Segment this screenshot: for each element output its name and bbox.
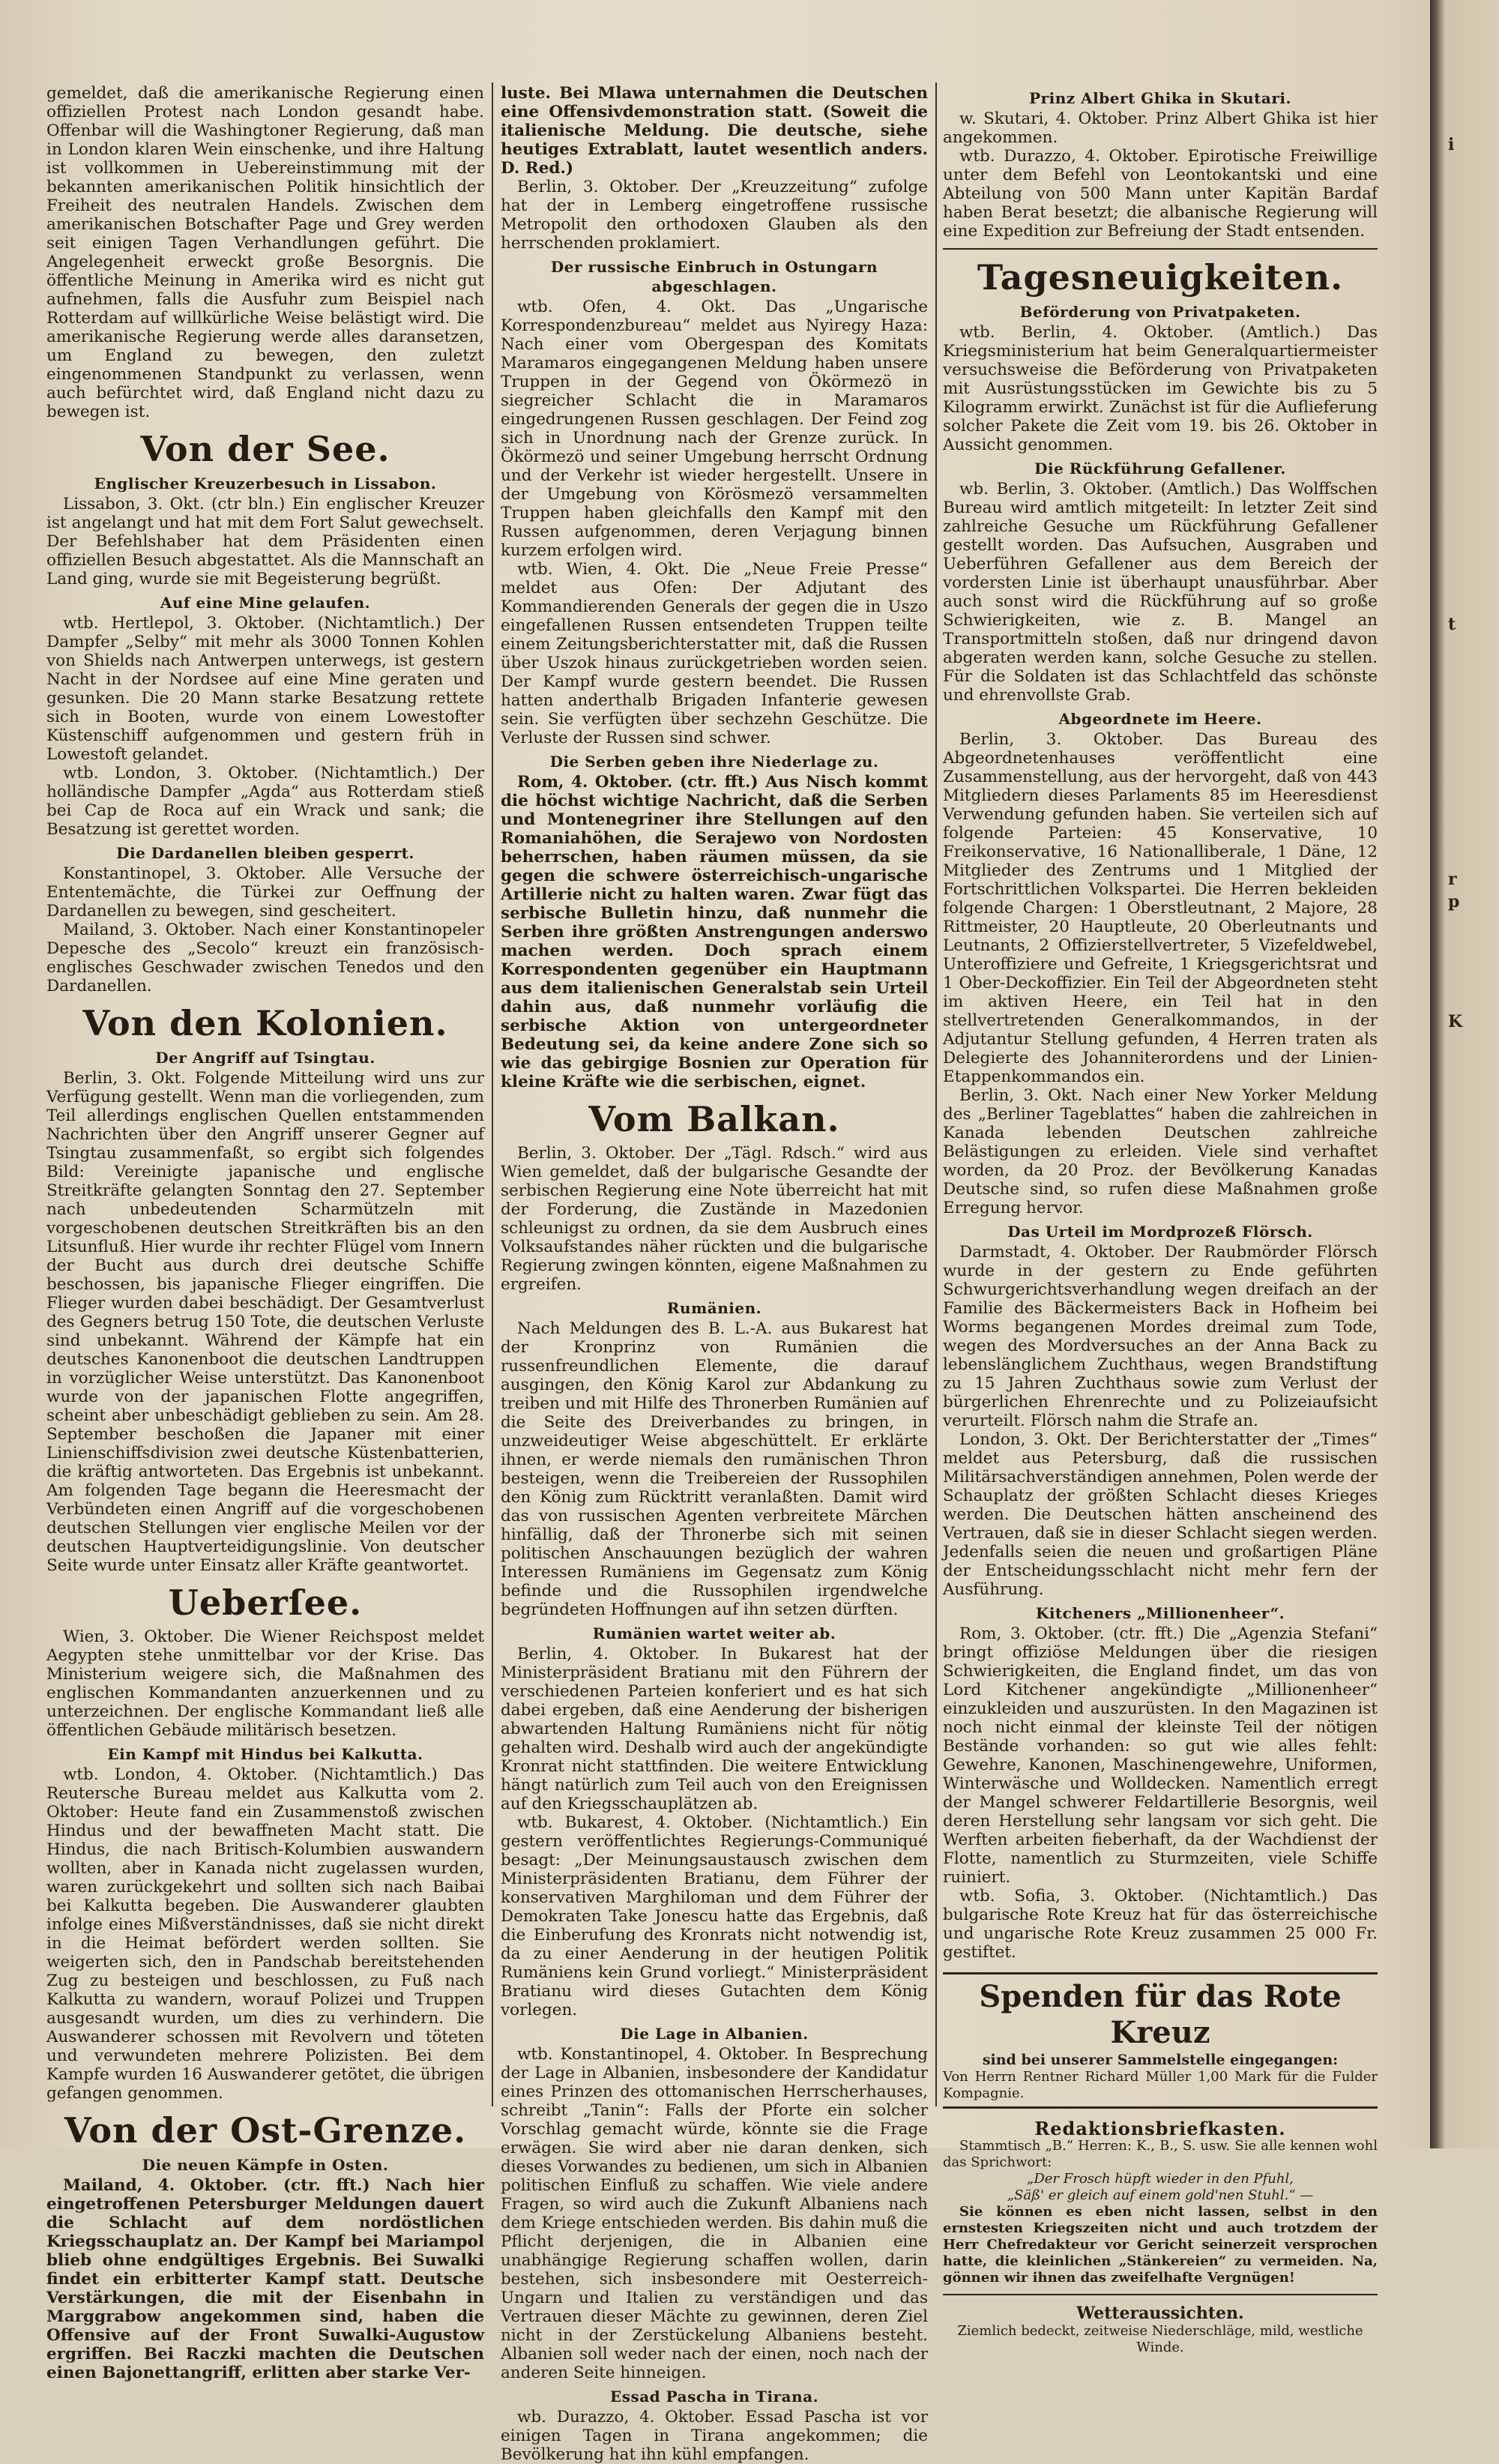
donations-text: Von Herrn Rentner Richard Müller 1,00 Mark für die Fulder Kompagnie. xyxy=(943,2069,1378,2101)
divider xyxy=(943,248,1378,250)
headline: Rumänien wartet weiter ab. xyxy=(592,1624,836,1642)
article-text: Nach Meldungen des B. L.-A. aus Bukarest hat der Kronprinz von Rumänien die russenfreundlichen Elemente, die darauf ausgingen, den König Karol zur Abdankung zu treiben und mit Hilfe des Thronerben Rumänien auf die Seite des Dreiverbandes zu bringen, in unzweideutiger Weise abgeschüttelt. Er erklärte ihnen, er werde niemals den rumänischen Thron besteigen, wenn die Treibereien der Russophilen den König zum Rücktritt veranlaßten. Damit wird das von russischen Agenten verbreitete Märchen hinfällig, daß der Thronerbe sich mit seinen politischen Anschauungen bezüglich der wahren Interessen Rumäniens im Gegensatz zum König befinde und die Russophilen irgendwelche begründeten Hoffnungen auf ihn setzen dürften. xyxy=(501,1319,928,1619)
headline: Die Lage in Albanien. xyxy=(620,2025,809,2043)
letters-box xyxy=(943,2119,1378,2286)
section-title-kolonien: Von den Kolonien. xyxy=(82,1003,448,1043)
weather-text: Ziemlich bedeckt, zeitweise Niederschläge, mild, westliche Winde. xyxy=(957,2323,1363,2355)
article-text: Berlin, 3. Oktober. Der „Kreuzzeitung“ zufolge hat der in Lemberg eingetroffene russische Metropolit den orthodoxen Glauben als den herrschenden proklamiert. xyxy=(501,178,928,253)
column-rule xyxy=(935,82,937,2106)
headline: Prinz Albert Ghika in Skutari. xyxy=(1029,89,1291,107)
article-text: wb. Berlin, 3. Oktober. (Amtlich.) Das Wolffschen Bureau wird amtlich mitgeteilt: In letzter Zeit sind zahlreiche Gesuche um Rückführung Gefallener gestellt worden. Das Aufsuchen, Ausgraben und Ueberführen Gefallener aus dem Bereich der vordersten Linie ist überhaupt unausführbar. Aber auch sonst wird die Rückführung auf so große Schwierigkeiten, wie z. B. Mangel an Transportmitteln stoßen, daß nur dringend davon abgeraten werden kann, solche Gesuche zu stellen. Für die Soldaten ist das Schlachtfeld das schönste und ehrenvollste Grab. xyxy=(943,480,1378,705)
edge-text-fragment: p xyxy=(1448,892,1460,912)
article-text: Rom, 4. Oktober. (ctr. fft.) Aus Nisch kommt die höchst wichtige Nachricht, daß die Serben und Montenegriner ihre Stellungen auf den Romaniahöhen, die Serajewo von Nordosten beherrschen, haben räumen müssen, da sie gegen die schwere österreichisch-ungarische Artillerie nicht zu halten waren. Zwar fügt das serbische Bulletin hinzu, daß nunmehr die Serben ihre größten Anstrengungen anderswo machen werden. Doch sprach einem Korrespondenten gegenüber ein Hauptmann aus dem italienischen Generalstab sein Urteil dahin aus, daß nunmehr vorläufig die serbische Aktion von untergeordneter Bedeutung sei, da keine andere Zone sich so wie das gebirgige Bosnien zur Operation für kleine Kräfte wie die serbischen, eignet. xyxy=(501,773,928,1091)
headline: Die neuen Kämpfe in Osten. xyxy=(142,2156,389,2174)
section-title-see: Von der See. xyxy=(140,429,390,469)
article-text: wtb. Hertlepol, 3. Oktober. (Nichtamtlich.) Der Dampfer „Selby“ mit mehr als 3000 Tonnen Kohlen von Shields nach Antwerpen unterwegs, ist gestern Nacht in der Nordsee auf eine Mine geraten und gesunken. Die 20 Mann starke Besatzung rettete sich in Booten, wurde von einem Lowestofter Küstenschiff aufgenommen und gestern früh in Lowestoft gelandet. xyxy=(46,614,484,764)
article-text: wtb. Ofen, 4. Okt. Das „Ungarische Korrespondenzbureau“ meldet aus Nyiregy Haza: Nach einer vom Obergespan des Komitats Maramaros eingegangenen Meldung haben unsere Truppen in der Gegend von Ökörmezö in siegreicher Schlacht die in Maramaros eingedrungenen Russen geschlagen. Der Feind zog sich in Unordnung nach der Grenze zurück. In Ökörmezö und seiner Umgebung herrscht Ordnung und der Verkehr ist wieder hergestellt. Unsere in der Umgebung von Körösmezö versammelten Truppen haben gleichfalls den Kampf mit den Russen aufgenommen, deren Verjagung binnen kurzem erfolgen wird. xyxy=(501,298,928,560)
article-text: Wien, 3. Oktober. Die Wiener Reichspost meldet Aegypten stehe unmittelbar vor der Krise. Das Ministerium weigere sich, die Maßnahmen des englischen Kommandanten anzuerkennen und zu unterzeichnen. Der englische Kommandant ließ alle öffentlichen Gebäude militärisch besetzen. xyxy=(46,1627,484,1740)
headline: Die Dardanellen bleiben gesperrt. xyxy=(116,844,414,862)
article-text: gemeldet, daß die amerikanische Regierung einen offiziellen Protest nach London gesandt habe. Offenbar will die Washingtoner Regierung, daß man in London klaren Wein einschenke, und ihre Haltung ist vollkommen in Uebereinstimmung mit der bekannten amerikanischen Politik hinsichtlich der Freiheit des neutralen Handels. Zwischen dem amerikanischen Botschafter Page und Grey werden seit einigen Tagen Verhandlungen geführt. Die Angelegenheit erweckt große Besorgnis. Die öffentliche Meinung in Amerika wird es nicht gut aufnehmen, falls die Ausfuhr zum Beispiel nach Rotterdam auf willkürliche Weise belästigt wird. Die amerikanische Regierung werde alles daransetzen, um England zu bewegen, den zuletzt eingenommenen Standpunkt zu verlassen, wenn auch befürchtet wird, daß England nicht dazu zu bewegen ist. xyxy=(46,84,484,421)
headline: Englischer Kreuzerbesuch in Lissabon. xyxy=(94,475,437,493)
headline: Beförderung von Privatpaketen. xyxy=(1019,303,1301,321)
article-text: wtb. Wien, 4. Okt. Die „Neue Freie Presse“ meldet aus Ofen: Der Adjutant des Kommandierenden Generals der gegen die in Uszo eingefallenen Russen entsendeten Truppen teilte einem Zeitungsberichterstatter mit, daß die Russen über Uszok hinaus zurückgetrieben worden seien. Der Kampf wurde gestern beendet. Die Russen hatten anderthalb Brigaden Infanterie gewesen sein. Sie verfügten über sechzehn Geschütze. Die Verluste der Russen sind schwer. xyxy=(501,560,928,747)
column-2 xyxy=(501,84,928,2464)
article-text: Darmstadt, 4. Oktober. Der Raubmörder Flörsch wurde in der gestern zu Ende geführten Schwurgerichtsverhandlung wegen dreifach an der Familie des Bäckermeisters Back in Hofheim bei Worms begangenen Mordes dreimal zum Tode, wegen des Mordversuches an der Anna Back zu lebenslänglichem Zuchthaus, wegen Brandstiftung zu 15 Jahren Zuchthaus sowie zum Verlust der bürgerlichen Ehrenrechte und zu Polizeiaufsicht verurteilt. Flörsch nahm die Strafe an. xyxy=(943,1243,1378,1430)
section-title-tagesneuigkeiten: Tagesneuigkeiten. xyxy=(977,257,1344,298)
article-text: Rom, 3. Oktober. (ctr. fft.) Die „Agenzia Stefani“ bringt offiziöse Meldungen über die riesigen Schwierigkeiten, die England findet, um das von Lord Kitchener angekündigte „Millionenheer“ einzukleiden und auszurüsten. In den Magazinen ist noch nicht einmal der kleinste Teil der nötigen Bestände vorhanden: so gut wie alles fehlt: Gewehre, Kanonen, Maschinengewehre, Uniformen, Winterwäsche und Wolldecken. Namentlich erregt der Mangel schwerer Feldartillerie Besorgnis, weil deren Herstellung sehr langsam vor sich geht. Die Werften arbeiten fieberhaft, da der Wachdienst der Flotte, namentlich zu Sturmzeiten, viele Schiffe ruiniert. xyxy=(943,1624,1378,1887)
article-text: wtb. Sofia, 3. Oktober. (Nichtamtlich.) Das bulgarische Rote Kreuz hat für das österreichische und ungarische Rote Kreuz zusammen 25 000 Fr. gestiftet. xyxy=(943,1887,1378,1962)
headline: Das Urteil im Mordprozeß Flörsch. xyxy=(1007,1223,1313,1241)
column-rule xyxy=(492,82,493,2106)
article-text: wtb. Konstantinopel, 4. Oktober. In Besprechung der Lage in Albanien, insbesondere der Kandidatur eines Prinzen des ottomanischen Herrscherhauses, schreibt „Tanin“: Falls der Pforte ein solcher Vorschlag gemacht würde, könnte sie die Frage erwägen. Sie wird aber nie daran denken, sich dieses Vorwandes zu bedienen, um sich in Albanien politischen Einfluß zu schaffen. Wie viele andere Fragen, so wird auch die Zukunft Albaniens nach dem Kriege entschieden werden. Bis dahin muß die Pflicht derjenigen, die in Albanien eine unabhängige Regierung schaffen wollen, darin bestehen, sich insbesondere mit Oesterreich-Ungarn und Italien zu verständigen und das Vertrauen dieser Mächte zu gewinnen, deren Ziel nicht in der Zerstückelung Albaniens besteht. Albanien soll weder nach der einen, noch nach der anderen Seite hinneigen. xyxy=(501,2045,928,2382)
edge-text-fragment: i xyxy=(1448,135,1455,154)
article-text: Berlin, 3. Oktober. Das Bureau des Abgeordnetenhauses veröffentlicht eine Zusammenstellung, aus der hervorgeht, daß von 443 Mitgliedern dieses Parlaments 85 im Heeresdienst Verwendung gefunden haben. Sie verteilen sich auf folgende Parteien: 45 Konservative, 10 Freikonservative, 16 Nationalliberale, 1 Däne, 12 Mitglieder des Zentrums und 1 Mitglied der Fortschrittlichen Volkspartei. Die Herren bekleiden folgende Chargen: 1 Oberstleutnant, 2 Majore, 28 Rittmeister, 20 Hauptleute, 20 Oberleutnants und Leutnants, 2 Offizierstellvertreter, 5 Vizefeldwebel, Unteroffiziere und Gefreite, 1 Kriegsgerichtsrat und 1 Ober-Deckoffizier. Ein Teil der Abgeordneten steht im aktiven Heere, ein Teil hat in den stellvertretenden Generalkommandos, in der Adjutantur Stellung gefunden, 4 Herren traten als Delegierte des Johanniterordens und der Linien-Etappenkommandos ein. xyxy=(943,730,1378,1086)
headline: Kitcheners „Millionenheer“. xyxy=(1035,1604,1285,1622)
article-text: wtb. London, 3. Oktober. (Nichtamtlich.) Der holländische Dampfer „Agda“ aus Rotterdam stieß bei Cap de Roca auf ein Wrack und sank; die Besatzung ist gerettet worden. xyxy=(46,764,484,839)
article-text: London, 3. Okt. Der Berichterstatter der „Times“ meldet aus Petersburg, daß die russischen Militärsachverständigen annehmen, Polen werde der Schauplatz der größten Schlacht dieses Krieges werden. Die Deutschen hätten anscheinend des Vertrauen, daß sie in dieser Schlacht siegen werden. Jedenfalls seien die neuen und großartigen Pläne der Entscheidungsschlacht nicht mehr fern der Ausführung. xyxy=(943,1430,1378,1599)
column-1 xyxy=(46,84,484,2382)
headline: Auf eine Mine gelaufen. xyxy=(160,594,371,612)
adjacent-page-edge xyxy=(1430,0,1499,2148)
headline: Der russische Einbruch in Ostungarn abgeschlagen. xyxy=(550,258,878,295)
letters-quote: „Säß' er gleich auf einem gold'nen Stuhl.“ — xyxy=(1007,2187,1314,2203)
article-text: w. Skutari, 4. Oktober. Prinz Albert Ghika ist hier angekommen. xyxy=(943,109,1378,147)
article-text: Mailand, 4. Oktober. (ctr. fft.) Nach hier eingetroffenen Petersburger Meldungen dauert die Schlacht auf dem nordöstlichen Kriegsschauplatz an. Der Kampf bei Mariampol blieb ohne endgültiges Ergebnis. Bei Suwalki findet ein erbitterter Kampf statt. Deutsche Verstärkungen, die mit der Eisenbahn in Marggrabow angekommen sind, haben die Offensive auf der Front Suwalki-Augustow ergriffen. Bei Raczki machten die Deutschen einen Bajonettangriff, erlitten aber starke Ver- xyxy=(46,2176,484,2382)
article-text: Berlin, 3. Oktober. Der „Tägl. Rdsch.“ wird aus Wien gemeldet, daß der bulgarische Gesandte der serbischen Regierung eine Note überreicht hat mit der Forderung, die Zustände in Mazedonien schleunigst zu ordnen, da sie dem Ausbruch eines Volksaufstandes näher rückten und die bulgarische Regierung zwingen könnten, eigene Maßnahmen zu ergreifen. xyxy=(501,1144,928,1294)
article-text: wtb. Durazzo, 4. Oktober. Epirotische Freiwillige unter dem Befehl von Leontokantski und eine Abteilung von 500 Mann unter Kapitän Bardaf haben Berat besetzt; die albanische Regierung will eine Expedition zur Befreiung der Stadt entsenden. xyxy=(943,147,1378,241)
section-title-balkan: Vom Balkan. xyxy=(588,1099,840,1139)
article-text: wtb. Berlin, 4. Oktober. (Amtlich.) Das Kriegsministerium hat beim Generalquartiermeister versuchsweise die Beförderung von Privatpaketen mit Ausrüstungsstücken im Gewichte bis zu 5 Kilogramm erwirkt. Zunächst ist für die Auflieferung solcher Pakete die Zeit vom 19. bis 26. Oktober in Aussicht genommen. xyxy=(943,323,1378,454)
edge-text-fragment: r xyxy=(1448,870,1457,889)
edge-text-fragment: t xyxy=(1448,615,1456,634)
article-text: Konstantinopel, 3. Oktober. Alle Versuche der Ententemächte, die Türkei zur Oeffnung der Dardanellen zu bewegen, sind gescheitert. xyxy=(46,864,484,921)
edge-text-fragment: K xyxy=(1448,1012,1463,1031)
weather-title: Wetteraussichten. xyxy=(1076,2304,1244,2323)
donations-title: Spenden für das Rote Kreuz xyxy=(979,1979,1342,2050)
letters-title: Redaktionsbriefkasten. xyxy=(1034,2118,1286,2139)
letters-quote: „Der Frosch hüpft wieder in den Pfuhl, xyxy=(1027,2171,1294,2187)
article-text: Berlin, 3. Okt. Folgende Mitteilung wird uns zur Verfügung gestellt. Wenn man die vorliegenden, zum Teil allerdings englischen Quellen entstammenden Nachrichten über den Angriff unserer Gegner auf Tsingtau zusammenfaßt, so ergibt sich folgendes Bild: Vereinigte japanische und englische Streitkräfte gelangten Sonntag den 27. September nach unbedeutenden Scharmützeln mit vorgeschobenen deutschen Streitkräften bis an den Litsunfluß. Hier wurde ihr rechter Flügel vom Innern der Bucht aus durch drei deutsche Schiffe beschossen, bis japanische Flieger eingriffen. Die Flieger wurden dabei beschädigt. Der Gesamtverlust des Gegners betrug 150 Tote, die deutschen Verluste sind unbekannt. Während der Kämpfe hat ein deutsches Kanonenboot die deutschen Landtruppen in vorzüglicher Weise unterstützt. Das Kanonenboot wurde von der japanischen Flotte angegriffen, scheint aber unbeschädigt geblieben zu sein. Am 28. September beschoßen die Japaner mit einer Linienschiffsdivision zwei deutsche Küstenbatterien, die kräftig antworteten. Das Ergebnis ist unbekannt. Am folgenden Tage begann die Heeresmacht der Verbündeten einen Angriff auf die vorgeschobenen deutschen Stellungen vier englische Meilen vor der deutschen Hauptverteidigungslinie. Von deutscher Seite wurde unter Einsatz aller Kräfte geantwortet. xyxy=(46,1069,484,1575)
headline: Der Angriff auf Tsingtau. xyxy=(155,1049,375,1067)
headline: Essad Pascha in Tirana. xyxy=(609,2388,819,2406)
letters-text: Sie können es eben nicht lassen, selbst in den ernstesten Kriegszeiten nicht und auch trotzdem der Herr Chefredakteur vor Gericht seinerzeit versprochen hatte, die kleinlichen „Stänkereien“ zu vermeiden. Na, gönnen wir ihnen das zweifelhafte Vergnügen! xyxy=(943,2204,1378,2286)
headline: Rumänien. xyxy=(666,1299,762,1317)
article-text: Lissabon, 3. Okt. (ctr bln.) Ein englischer Kreuzer ist angelangt und hat mit dem Fort Salut gewechselt. Der Befehlshaber hat dem Präsidenten einen offiziellen Besuch abgestattet. Als die Mannschaft an Land ging, wurde sie mit Begeisterung begrüßt. xyxy=(46,495,484,588)
divider xyxy=(943,2294,1378,2295)
article-text: luste. Bei Mlawa unternahmen die Deutschen eine Offensivdemonstration statt. (Soweit die italienische Meldung. Die deutsche, siehe heutiges Extrablatt, lautet wesentlich anders. D. Red.) xyxy=(501,84,928,178)
article-text: Berlin, 4. Oktober. In Bukarest hat der Ministerpräsident Bratianu mit den Führern der verschiedenen Parteien konferiert und es hat sich dabei ergeben, daß eine Aenderung der bisherigen abwartenden Haltung Rumäniens nicht für nötig gehalten wird. Deshalb wird auch der angekündigte Kronrat nicht stattfinden. Die weitere Entwicklung hängt natürlich zum Teil auch von den Ereignissen auf den Kriegsschauplätzen ab. xyxy=(501,1645,928,1813)
headline: Die Rückführung Gefallener. xyxy=(1034,460,1286,478)
letters-text: Stammtisch „B.“ Herren: K., B., S. usw. Sie alle kennen wohl das Sprichwort: xyxy=(943,2138,1378,2170)
article-text: Berlin, 3. Okt. Nach einer New Yorker Meldung des „Berliner Tageblattes“ haben die zahlreichen in Kanada lebenden Deutschen zahlreiche Belästigungen zu erleiden. Viele sind verhaftet worden, da 20 Proz. der Bevölkerung Kanadas Deutsche sind, so rufen diese Maßnahmen große Erregung hervor. xyxy=(943,1086,1378,1217)
article-text: wtb. Bukarest, 4. Oktober. (Nichtamtlich.) Ein gestern veröffentlichtes Regierungs-Communiqué besagt: „Der Meinungsaustausch zwischen dem Ministerpräsidenten Bratianu, dem Führer der konservativen Marghiloman und dem Führer der Demokraten Take Jonescu hatte das Ergebnis, daß die Einberufung des Kronrats nicht notwendig ist, da zu einer Aenderung in der heutigen Politik Rumäniens kein Grund vorliegt.“ Ministerpräsident Bratianu wird dieses Gutachten dem König vorlegen. xyxy=(501,1813,928,2019)
column-3 xyxy=(943,84,1378,2355)
section-title-uebersee: Ueberſee. xyxy=(168,1582,363,1623)
article-text: wb. Durazzo, 4. Oktober. Essad Pascha ist vor einigen Tagen in Tirana angekommen; die Bevölkerung hat ihn kühl empfangen. xyxy=(501,2408,928,2464)
donations-box xyxy=(943,1972,1378,2109)
section-title-ostgrenze: Von der Ost-Grenze. xyxy=(64,2110,467,2151)
headline: Ein Kampf mit Hindus bei Kalkutta. xyxy=(107,1745,423,1763)
headline: Die Serben geben ihre Niederlage zu. xyxy=(549,753,879,771)
article-text: wtb. London, 4. Oktober. (Nichtamtlich.) Das Reutersche Bureau meldet aus Kalkutta vom 2. Oktober: Heute fand ein Zusammenstoß zwischen Hindus und der bewaffneten Macht statt. Die Hindus, die nach Britisch-Kolumbien auswandern wollten, aber in Kanada nicht zugelassen wurden, waren zurückgekehrt und sollten sich nach Baibai bei Kalkutta begeben. Die Auswanderer glaubten infolge eines Mißverständnisses, daß sie nicht direkt in die Heimat befördert werden sollten. Sie weigerten sich, den in Pandschab bereitstehenden Zug zu besteigen und beschlossen, zu Fuß nach Kalkutta zu wandern, worauf Polizei und Truppen ausgesandt wurden, um dies zu verhindern. Die Auswanderer schossen mit Revolvern und töteten und verwundeten mehrere Polizisten. Bei dem Kampfe wurden 16 Auswanderer getötet, die übrigen gefangen genommen. xyxy=(46,1765,484,2103)
article-text: Mailand, 3. Oktober. Nach einer Konstantinopeler Depesche des „Secolo“ kreuzt ein französisch-englisches Geschwader zwischen Tenedos und den Dardanellen. xyxy=(46,921,484,995)
donations-subtitle: sind bei unserer Sammelstelle eingegangen: xyxy=(982,2052,1339,2068)
headline: Abgeordnete im Heere. xyxy=(1058,710,1262,728)
